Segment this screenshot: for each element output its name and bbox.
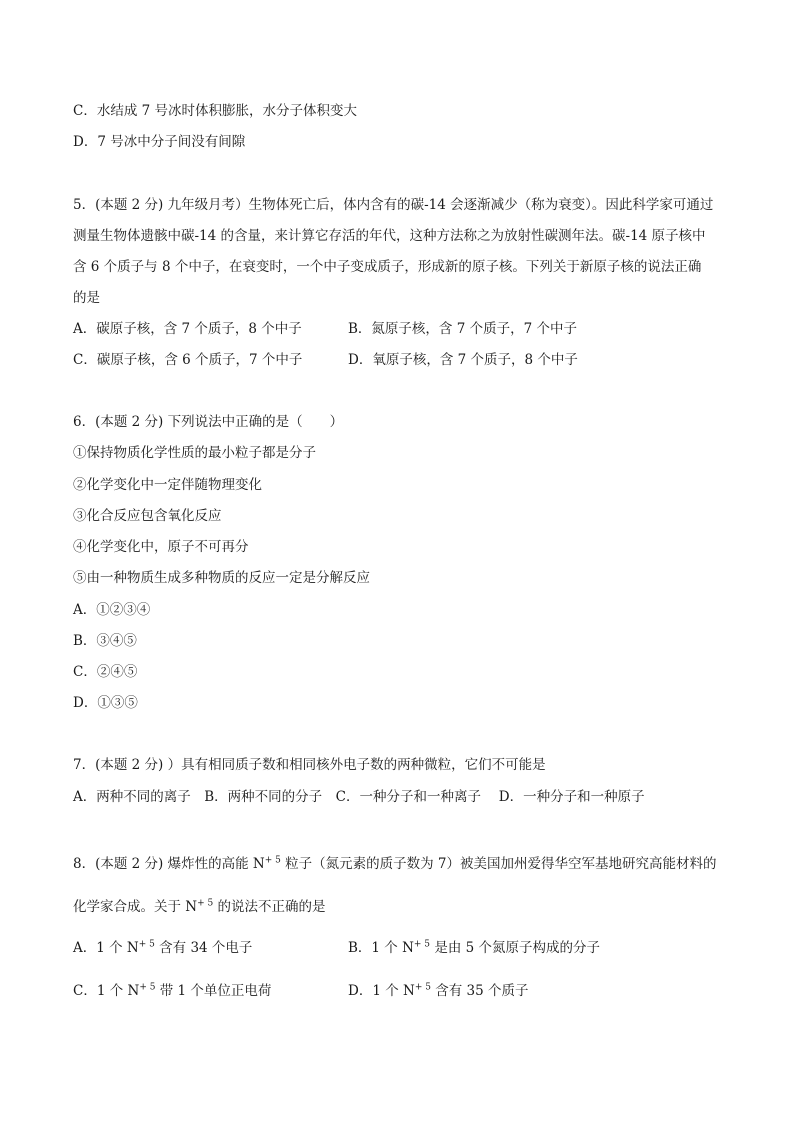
q6-stem: 6．(本题 2 分) 下列说法中正确的是（ ）	[73, 414, 344, 430]
q5-stem-line-2: 测量生物体遗骸中碳-14 的含量，来计算它存活的年代，这种方法称之为放射性碳测年法。碳-14 原子核中	[73, 228, 706, 244]
q8-stem-line-1	[73, 854, 717, 874]
q6-statement-3: ③化合反应包含氧化反应	[73, 508, 222, 524]
q6-option-b: B．③④⑤	[73, 633, 137, 649]
q5-stem-line-3: 含 6 个质子与 8 个中子，在衰变时，一个中子变成质子，形成新的原子核。下列关于新原子核的说法正确	[73, 259, 702, 275]
n5-charge: + 5	[139, 982, 156, 993]
q4-option-c: C．水结成 7 号冰时体积膨胀，水分子体积变大	[73, 103, 358, 119]
n5-charge: + 5	[264, 855, 281, 866]
q7-stem: 7．(本题 2 分) ）具有相同质子数和相同核外电子数的两种微粒，它们不可能是	[73, 757, 546, 773]
q6-statement-1: ①保持物质化学性质的最小粒子都是分子	[73, 445, 316, 461]
q6-option-c: C．②④⑤	[73, 664, 138, 680]
q8-stem-part1: 8．(本题 2 分) 爆炸性的高能	[73, 856, 249, 872]
q6-statement-4: ④化学变化中，原子不可再分	[73, 539, 249, 555]
q4-option-d: D．7 号冰中分子间没有间隙	[73, 134, 246, 150]
q8-option-a: A．1 个 $N^{+ 5}$ 含有 34 个电子	[73, 939, 253, 956]
q6-option-d: D．①③⑤	[73, 695, 138, 711]
q8-option-b: B．1 个 $N^{+ 5}$ 是由 5 个氮原子构成的分子	[348, 939, 601, 956]
q5-stem-line-1: 5．(本题 2 分) 九年级月考）生物体死亡后，体内含有的碳-14 会逐渐减少（称为衰变）。因此科学家可通过	[73, 197, 714, 213]
n5-charge: + 5	[413, 939, 431, 950]
q7-options: A．两种不同的离子 B．两种不同的分子 C．一种分子和一种离子 D．一种分子和一种原子	[73, 789, 645, 805]
q5-stem-line-4: 的是	[73, 290, 100, 306]
q6-option-a: A．①②③④	[73, 602, 151, 618]
q6-statement-5: ⑤由一种物质生成多种物质的反应一定是分解反应	[73, 570, 370, 586]
q5-option-b: B．氮原子核，含 7 个质子，7 个中子	[348, 321, 577, 337]
n5-charge: + 5	[414, 982, 431, 993]
q8-stem-line-2: 化学家合成。关于 $N^{+ 5}$ 的说法不正确的是	[73, 898, 326, 915]
q5-option-c: C．碳原子核，含 6 个质子，7 个中子	[73, 352, 303, 368]
n5-charge: + 5	[197, 898, 214, 909]
q8-option-d: D．1 个 $N^{+ 5}$ 含有 35 个质子	[348, 982, 529, 999]
q5-option-a: A．碳原子核，含 7 个质子，8 个中子	[73, 321, 302, 337]
q8-stem-part2: 粒子（氮元素的质子数为 7）被美国加州爱得华空军基地研究高能材料的	[280, 856, 717, 872]
n5-charge: + 5	[138, 939, 155, 950]
q5-option-d: D．氧原子核，含 7 个质子，8 个中子	[348, 352, 578, 368]
q8-option-c: C．1 个 $N^{+ 5}$ 带 1 个单位正电荷	[73, 982, 272, 999]
q6-statement-2: ②化学变化中一定伴随物理变化	[73, 477, 262, 493]
n5-formula: $N^{+ 5}$	[248, 855, 281, 872]
